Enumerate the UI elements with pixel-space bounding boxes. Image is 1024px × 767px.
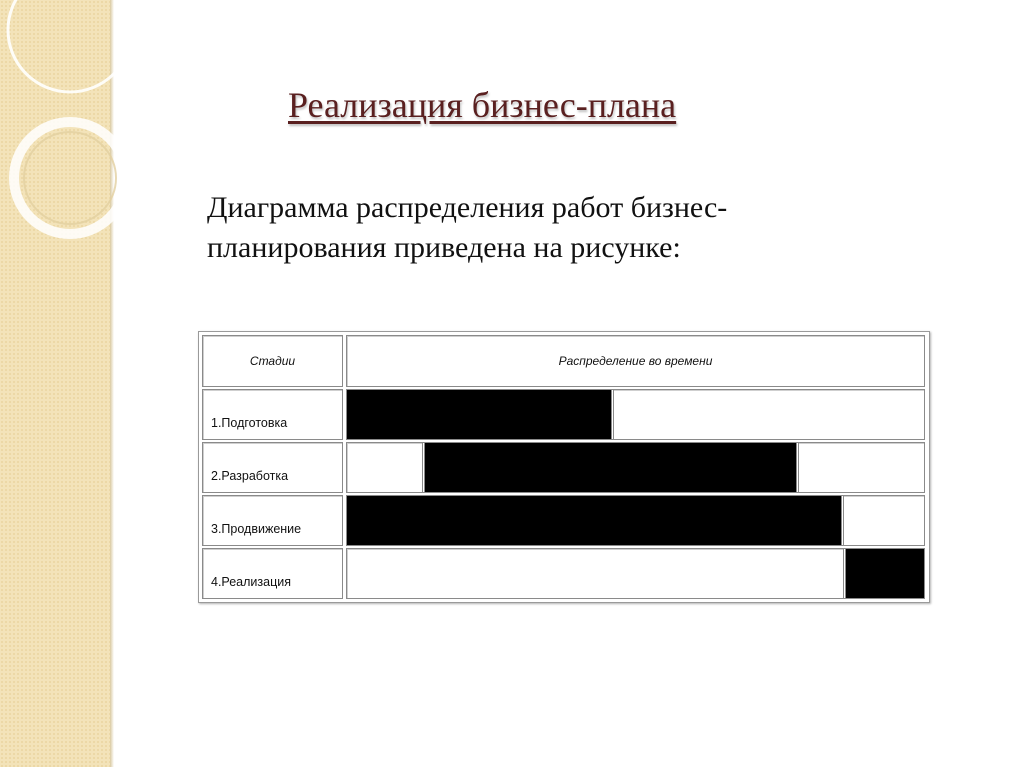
gantt-cell-divider <box>843 549 846 598</box>
stage-label-3: 3.Продвижение <box>202 495 343 546</box>
gantt-cell-divider <box>841 496 844 545</box>
column-header-time: Распределение во времени <box>346 335 925 387</box>
stage-label-4: 4.Реализация <box>202 548 343 599</box>
slide-body-line: Диаграмма распределения работ бизнес- <box>207 191 728 224</box>
stage-label-1: 1.Подготовка <box>202 389 343 440</box>
gantt-cell-divider <box>796 443 799 492</box>
slide-body-text <box>207 188 847 268</box>
stage-label-2: 2.Разработка <box>202 442 343 493</box>
gantt-bar <box>347 496 841 545</box>
gantt-cell-divider <box>611 390 614 439</box>
time-track-4 <box>346 548 925 599</box>
time-track-2 <box>346 442 925 493</box>
gantt-chart <box>198 331 930 603</box>
column-header-stages: Стадии <box>202 335 343 387</box>
gantt-bar <box>846 549 924 598</box>
gantt-bar <box>347 390 611 439</box>
slide-title: Реализация бизнес-плана <box>288 85 677 125</box>
gantt-cell-divider <box>422 443 425 492</box>
slide-body-line: планирования приведена на рисунке: <box>207 231 681 264</box>
decorative-circles <box>0 0 180 260</box>
gantt-bar <box>425 443 796 492</box>
time-track-3 <box>346 495 925 546</box>
time-track-1 <box>346 389 925 440</box>
